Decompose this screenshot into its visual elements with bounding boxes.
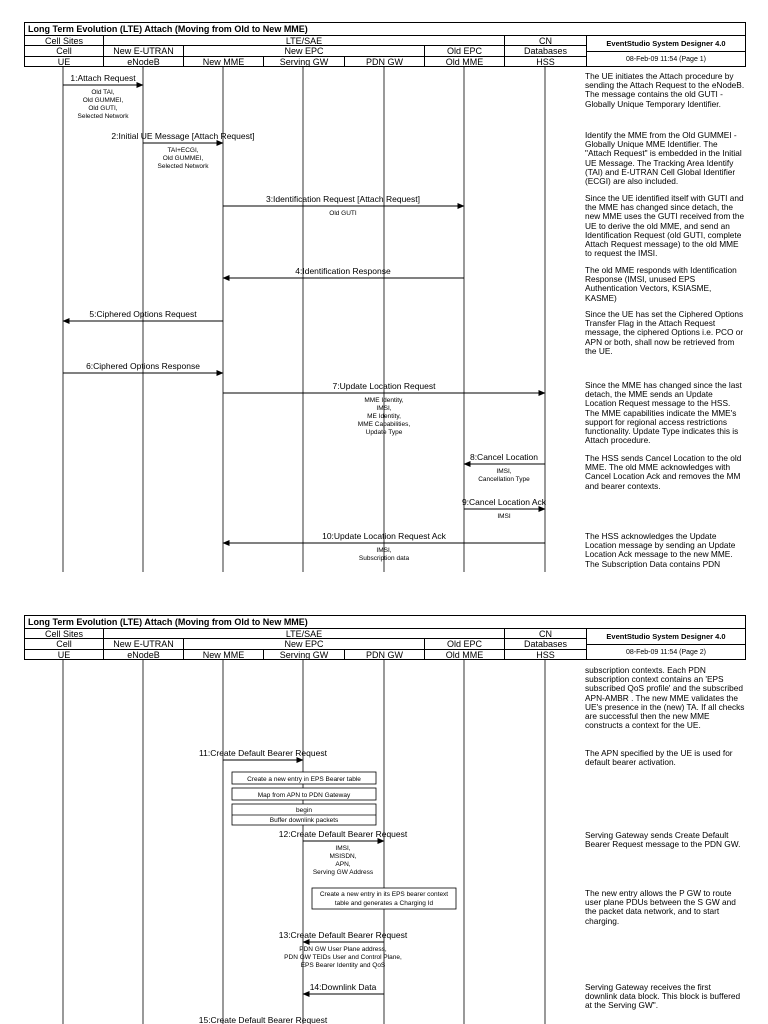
diagram-title: Long Term Evolution (LTE) Attach (Moving from Old to New MME) xyxy=(24,22,746,36)
message-label: 4:Identification Response xyxy=(295,266,391,276)
message-param: Serving GW Address xyxy=(312,869,374,876)
diagram-title: Long Term Evolution (LTE) Attach (Moving from Old to New MME) xyxy=(24,615,746,629)
entity-ue: UE xyxy=(24,649,104,660)
message-param: Cancellation Type xyxy=(478,476,530,483)
group-lte-sae: LTE/SAE xyxy=(103,35,505,46)
message-param: Old GUTI, xyxy=(88,105,118,112)
message-param: PDN GW TEIDs User and Control Plane, xyxy=(284,954,402,961)
remark-text: Since the MME has changed since the last detach, the MME sends an Update Location Request message to the HSS. The MME capabilities indicate the MME's support for regional access restrictions functionality. Update Type indicates this is Attach procedure. xyxy=(585,380,742,446)
message-label: 7:Update Location Request xyxy=(332,381,436,391)
entity-serving-gw: Serving GW xyxy=(263,649,345,660)
message-label: 3:Identification Request [Attach Request] xyxy=(265,194,421,204)
group-cell: Cell xyxy=(24,638,104,650)
message-label: 6:Ciphered Options Response xyxy=(86,361,200,371)
entity-serving-gw: Serving GW xyxy=(263,56,345,67)
message-label: 1:Attach Request xyxy=(70,73,136,83)
group-new-epc: New EPC xyxy=(183,638,425,650)
message-label: 11:Create Default Bearer Request xyxy=(199,748,327,758)
group-new-eutran: New E-UTRAN xyxy=(103,45,184,57)
remark-text: subscription contexts. Each PDN subscription context contains an 'EPS subscribed QoS profile' and the subscribed APN-AMBR . The new MME validates the UE's presence in the (new) TA. If all checks are successful then the new MME constructs a context for the UE. xyxy=(585,665,745,731)
entity-ue: UE xyxy=(24,56,104,67)
group-old-epc: Old EPC xyxy=(424,638,505,650)
tool-name: EventStudio System Designer 4.0 xyxy=(586,35,746,52)
remark-text: The old MME responds with Identification Response (IMSI, unused EPS Authentication Vectors, KSIASME, KASME) xyxy=(585,265,737,303)
remark-text: Since the UE identified itself with GUTI and the MME has changed since detach, the new MME uses the GUTI received from the UE to derive the old MME, and send an Identification Request (old GUTI, complete Attach Request message) to the old MME to request the IMSI. xyxy=(585,193,745,259)
entity-enodeb: eNodeB xyxy=(103,56,184,67)
entity-enodeb: eNodeB xyxy=(103,649,184,660)
entity-hss: HSS xyxy=(504,56,587,67)
message-label: 9:Cancel Location Ack xyxy=(461,497,547,507)
message-label: 8:Cancel Location xyxy=(469,452,539,462)
message-param: Selected Network xyxy=(77,113,129,120)
remark-text: Serving Gateway receives the first downlink data block. This block is buffered at the Serving GW". xyxy=(585,982,741,1011)
message-label: 10:Update Location Request Ack xyxy=(322,531,446,541)
action-text: table and generates a Charging Id xyxy=(334,900,434,907)
message-label: 14:Downlink Data xyxy=(309,982,377,992)
message-param: EPS Bearer Identity and QoS xyxy=(300,962,386,969)
group-cn: CN xyxy=(504,35,587,46)
message-param: Old GUMMEI, xyxy=(82,97,124,104)
entity-hss: HSS xyxy=(504,649,587,660)
group-lte-sae: LTE/SAE xyxy=(103,628,505,639)
message-param: TAI+ECGI, xyxy=(167,147,199,154)
remark-text: The HSS sends Cancel Location to the old MME. The old MME acknowledges with Cancel Location Ack and removes the MM and bearer contexts. xyxy=(585,453,742,491)
group-new-eutran: New E-UTRAN xyxy=(103,638,184,650)
lifelines xyxy=(63,660,545,1024)
message-param: PDN GW User Plane address, xyxy=(299,946,387,953)
action-text: Buffer downlink packets xyxy=(269,817,339,824)
message-label: 15:Create Default Bearer Request xyxy=(198,1015,328,1024)
action-text: begin xyxy=(296,807,312,814)
message-param: MSISDN, xyxy=(329,853,357,860)
entity-pdn-gw: PDN GW xyxy=(344,56,425,67)
entity-new-mme: New MME xyxy=(183,56,264,67)
group-databases: Databases xyxy=(504,638,587,650)
message-param: Subscription data xyxy=(358,555,410,562)
action-text: Create a new entry in its EPS bearer context xyxy=(319,891,449,898)
diagram-page-2 xyxy=(0,610,768,1024)
entity-old-mme: Old MME xyxy=(424,649,505,660)
group-cell-sites: Cell Sites xyxy=(24,628,104,639)
group-databases: Databases xyxy=(504,45,587,57)
message-param: Old TAI, xyxy=(91,89,115,96)
message-param: IMSI, xyxy=(335,845,351,852)
tool-name: EventStudio System Designer 4.0 xyxy=(586,628,746,645)
message-param: MME Capabilities, xyxy=(357,421,411,428)
message-param: IMSI, xyxy=(376,547,392,554)
page-date: 08-Feb-09 11:54 (Page 1) xyxy=(586,51,746,67)
message-param: IMSI xyxy=(497,513,511,520)
group-cell-sites: Cell Sites xyxy=(24,35,104,46)
group-new-epc: New EPC xyxy=(183,45,425,57)
message-label: 12:Create Default Bearer Request xyxy=(278,829,408,839)
action-text: Create a new entry in EPS Bearer table xyxy=(247,776,361,783)
remark-text: The new entry allows the P GW to route user plane PDUs between the S GW and the packet data network, and to start charging. xyxy=(585,888,736,926)
message-param: APN, xyxy=(335,861,351,868)
message-label: 5:Ciphered Options Request xyxy=(89,309,197,319)
remark-text: The HSS acknowledges the Update Location message by sending an Update Location Ack message to the new MME. The Subscription Data contains PDN xyxy=(585,531,736,569)
page-date: 08-Feb-09 11:54 (Page 2) xyxy=(586,644,746,660)
remark-text: Serving Gateway sends Create Default Bearer Request message to the PDN GW. xyxy=(585,830,741,850)
message-param: Old GUMMEI, xyxy=(162,155,204,162)
message-param: Old GUTI xyxy=(329,210,357,217)
entity-pdn-gw: PDN GW xyxy=(344,649,425,660)
entity-old-mme: Old MME xyxy=(424,56,505,67)
message-label: 2:Initial UE Message [Attach Request] xyxy=(111,131,255,141)
remark-text: The UE initiates the Attach procedure by sending the Attach Request to the eNodeB. The message contains the old GUTI - Globally Unique Temporary Identifier. xyxy=(585,71,745,109)
action-text: Map from APN to PDN Gateway xyxy=(257,792,351,799)
message-param: MME Identity, xyxy=(364,397,404,404)
remark-text: The APN specified by the UE is used for default bearer activation. xyxy=(585,748,733,768)
remark-text: Identify the MME from the Old GUMMEI - Globally Unique MME Identifier. The "Attach Request" is embedded in the Initial UE Message. The Tracking Area Identify (TAI) and E-UTRAN Cell Global Identifier (ECGI) are also included. xyxy=(585,130,742,187)
entity-new-mme: New MME xyxy=(183,649,264,660)
message-param: IMSI, xyxy=(496,468,512,475)
message-param: Selected Network xyxy=(157,163,209,170)
message-label: 13:Create Default Bearer Request xyxy=(278,930,408,940)
group-cell: Cell xyxy=(24,45,104,57)
group-cn: CN xyxy=(504,628,587,639)
group-old-epc: Old EPC xyxy=(424,45,505,57)
message-param: IMSI, xyxy=(376,405,392,412)
message-param: Update Type xyxy=(365,429,403,436)
remark-text: Since the UE has set the Ciphered Options Transfer Flag in the Attach Request message, the ciphered Options i.e. PCO or APN or both, shall now be retrieved from the UE. xyxy=(585,309,744,356)
message-param: ME Identity, xyxy=(367,413,401,420)
